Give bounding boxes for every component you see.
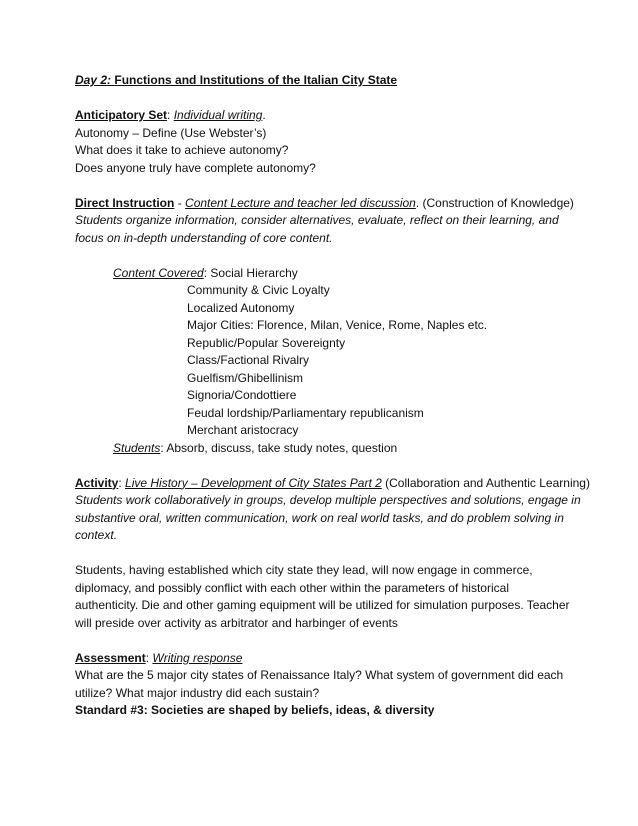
students-line: Students: Absorb, discuss, take study notes, question — [113, 440, 398, 455]
content-item: Social Hierarchy — [210, 265, 298, 280]
assessment-line: utilize? What major industry did each sustain? — [75, 685, 320, 700]
anticipatory-line: Does anyone truly have complete autonomy? — [75, 160, 316, 175]
direct-instruction-heading: Direct Instruction - Content Lecture and teacher led discussion. (Construction of Knowledge) — [75, 195, 574, 210]
content-covered-heading: Content Covered: Social Hierarchy — [113, 265, 298, 280]
activity-label: Activity — [75, 475, 119, 490]
activity-paragraph: diplomacy, and possibly conflict with each other within the parameters of historical — [75, 580, 509, 595]
content-item: Republic/Popular Sovereignty — [187, 335, 346, 350]
content-item: Guelfism/Ghibellinism — [187, 370, 304, 385]
activity-paragraph: authenticity. Die and other gaming equipment will be utilized for simulation purposes. Teacher — [75, 598, 570, 612]
lesson-day: Day 2: — [75, 73, 112, 87]
activity-paragraph: Students, having established which city state they lead, will now engage in commerce, — [75, 563, 533, 577]
activity-paragraph: will preside over activity as arbitrator and harbinger of events — [75, 615, 398, 630]
content-item: Class/Factional Rivalry — [187, 353, 310, 367]
document-page — [75, 72, 590, 720]
lesson-title-text: Functions and Institutions of the Italian City State — [111, 73, 398, 87]
standard-line: Standard #3: Societies are shaped by beliefs, ideas, & diversity — [75, 703, 435, 717]
anticipatory-label: Anticipatory Set — [75, 108, 168, 122]
activity-desc: substantive oral, written communication, work on real world tasks, and do problem solving in — [75, 510, 564, 525]
content-item: Major Cities: Florence, Milan, Venice, Rome, Naples etc. — [187, 318, 488, 332]
assessment-heading: Assessment: Writing response — [75, 650, 243, 665]
direct-instruction-type: Content Lecture and teacher led discussion — [185, 195, 416, 210]
students-label: Students — [113, 440, 161, 455]
activity-heading: Activity: Live History – Development of City States Part 2 (Collaboration and Authentic Learning) — [75, 475, 590, 490]
activity-desc: Students work collaboratively in groups, develop multiple perspectives and solutions, engage in — [75, 493, 581, 507]
direct-instruction-label: Direct Instruction — [75, 195, 175, 210]
activity-desc: context. — [75, 528, 118, 542]
assessment-label: Assessment — [75, 650, 146, 665]
content-item: Feudal lordship/Parliamentary republicanism — [187, 405, 424, 420]
anticipatory-line: Autonomy – Define (Use Webster’s) — [75, 125, 267, 140]
content-item: Merchant aristocracy — [187, 423, 299, 437]
direct-instruction-desc: focus on in-depth understanding of core content. — [75, 230, 333, 245]
anticipatory-type: Individual writing — [173, 108, 263, 122]
activity-type: Live History – Development of City States Part 2 — [125, 475, 382, 490]
assessment-type: Writing response — [152, 650, 243, 665]
content-item: Localized Autonomy — [187, 300, 295, 315]
content-item: Community & Civic Loyalty — [187, 283, 330, 297]
content-item: Signoria/Condottiere — [187, 388, 297, 402]
direct-instruction-desc: Students organize information, consider alternatives, evaluate, reflect on their learning, and — [75, 213, 559, 227]
content-covered-label: Content Covered — [113, 265, 204, 280]
assessment-line: What are the 5 major city states of Renaissance Italy? What system of government did each — [75, 668, 564, 682]
lesson-title — [75, 72, 575, 90]
anticipatory-heading: Anticipatory Set: Individual writing. — [75, 108, 266, 122]
anticipatory-line: What does it take to achieve autonomy? — [75, 143, 289, 157]
